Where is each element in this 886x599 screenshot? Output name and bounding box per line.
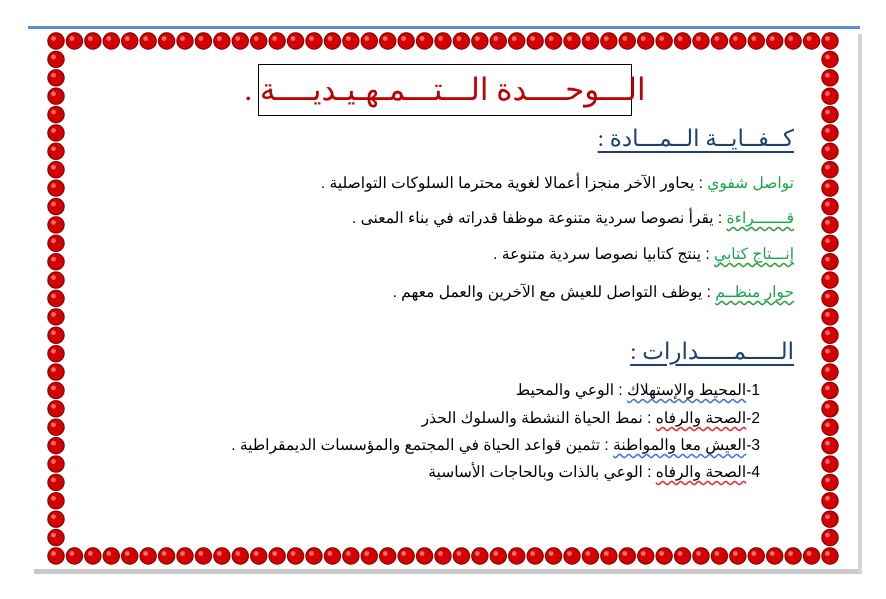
theme-text: الوعي والمحيط bbox=[515, 382, 615, 399]
section-heading-competency: كــفــايــة الــمـــادة : bbox=[597, 126, 794, 151]
title-box bbox=[244, 64, 646, 116]
separator: : bbox=[642, 464, 656, 481]
competency-line-dialogue bbox=[393, 283, 794, 302]
competency-text: يحاور الآخر منجزا أعمالا لغوية محترما السلوكات التواصلية . bbox=[320, 175, 695, 192]
theme-text: تثمين قواعد الحياة في المجتمع والمؤسسات الديمقراطية . bbox=[231, 437, 601, 454]
theme-number: 3- bbox=[746, 437, 760, 454]
theme-item-2 bbox=[422, 409, 760, 428]
competency-label: تواصل شفوي bbox=[707, 175, 794, 192]
separator: : bbox=[694, 175, 708, 192]
theme-item-3 bbox=[231, 436, 760, 455]
competency-label: حوار منظــم bbox=[715, 284, 794, 301]
competency-text: ينتج كتابيا نصوصا سردية متنوعة . bbox=[493, 246, 702, 263]
page-shadow-right bbox=[858, 34, 862, 574]
competency-label: إنـــتاج كتابي bbox=[714, 246, 794, 263]
document-title: الـــوحــــدة الـــتـــمـهـيـديــــة . bbox=[244, 72, 646, 107]
theme-label: العيش معا والمواطنة bbox=[613, 437, 747, 454]
competency-text: يقرأ نصوصا سردية متنوعة موظفا قدراته في بناء المعنى . bbox=[352, 210, 714, 227]
separator: : bbox=[701, 246, 715, 263]
theme-number: 2- bbox=[746, 410, 760, 427]
section-heading-themes: الـــــمـــــدارات : bbox=[630, 339, 794, 364]
theme-label: الصحة والرفاه bbox=[655, 410, 747, 427]
theme-number: 1- bbox=[746, 382, 760, 399]
theme-number: 4- bbox=[746, 464, 760, 481]
competency-line-writing bbox=[493, 245, 794, 264]
separator: : bbox=[713, 210, 727, 227]
separator: : bbox=[702, 284, 716, 301]
separator: : bbox=[614, 382, 628, 399]
theme-label: المحيط والإستهلاك bbox=[627, 382, 747, 399]
competency-line-oral bbox=[321, 174, 794, 193]
separator: : bbox=[600, 437, 614, 454]
competency-label: قـــــــراءة bbox=[726, 210, 794, 227]
separator: : bbox=[642, 410, 656, 427]
theme-item-4 bbox=[428, 463, 760, 482]
competency-text: يوظف التواصل للعيش مع الآخرين والعمل معهم . bbox=[392, 284, 703, 301]
theme-text: الوعي بالذات وبالحاجات الأساسية bbox=[428, 464, 643, 481]
theme-label: الصحة والرفاه bbox=[655, 464, 747, 481]
competency-line-reading bbox=[352, 209, 794, 228]
theme-text: نمط الحياة النشطة والسلوك الحذر bbox=[421, 410, 643, 427]
theme-item-1 bbox=[516, 381, 760, 400]
